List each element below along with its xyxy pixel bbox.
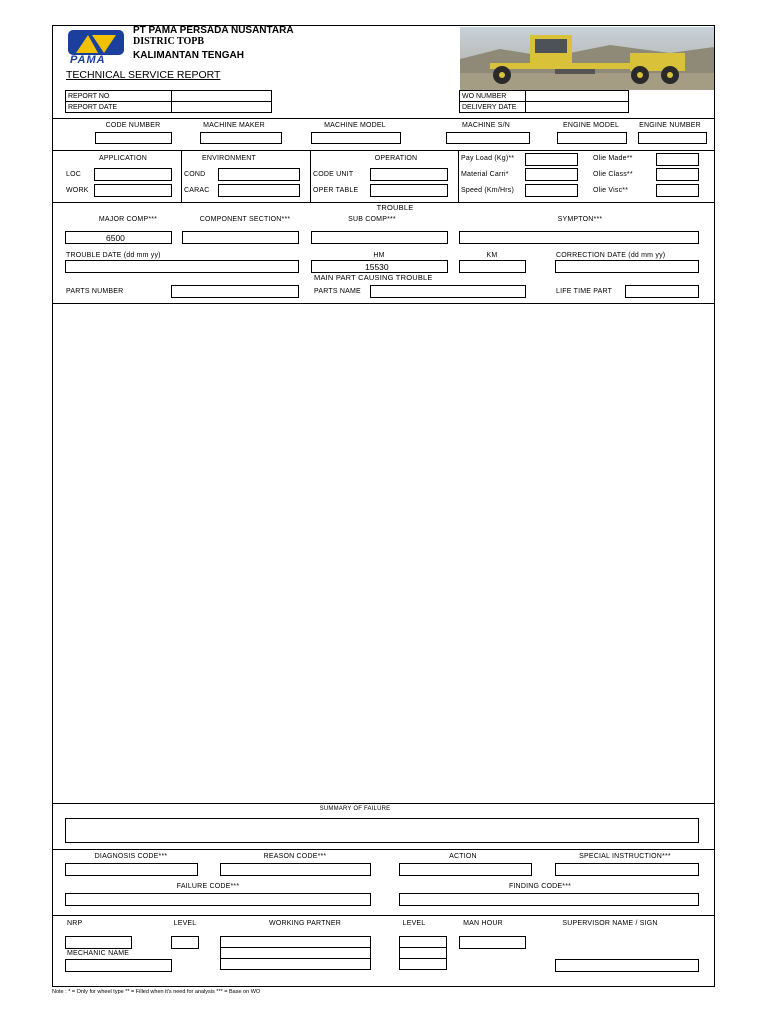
machine-maker-field[interactable] xyxy=(200,132,282,144)
report-date-label: REPORT DATE xyxy=(65,101,172,113)
major-comp-field[interactable] xyxy=(65,231,172,244)
delivery-date-label: DELIVERY DATE xyxy=(459,101,526,113)
code-number-label: CODE NUMBER xyxy=(105,122,161,129)
parts-number-label: PARTS NUMBER xyxy=(66,288,124,295)
machine-maker-label: MACHINE MAKER xyxy=(203,122,265,129)
level-field-2c[interactable] xyxy=(399,958,447,970)
trouble-date-label: TROUBLE DATE (dd mm yy) xyxy=(66,252,161,259)
supervisor-field[interactable] xyxy=(555,959,699,972)
loc-field[interactable] xyxy=(94,168,172,181)
divider xyxy=(52,803,715,804)
cond-label: COND xyxy=(184,171,206,178)
component-section-field[interactable] xyxy=(182,231,299,244)
engine-number-label: ENGINE NUMBER xyxy=(639,122,701,129)
reason-code-label: REASON CODE*** xyxy=(263,853,327,860)
carac-label: CARAC xyxy=(184,187,210,194)
man-hour-label: MAN HOUR xyxy=(463,920,503,927)
olie-made-field[interactable] xyxy=(656,153,699,166)
description-area[interactable] xyxy=(53,304,714,802)
level-label: LEVEL xyxy=(173,920,197,927)
summary-field[interactable] xyxy=(65,818,699,843)
oper-table-label: OPER TABLE xyxy=(313,187,359,194)
carac-field[interactable] xyxy=(218,184,300,197)
major-comp-label: MAJOR COMP*** xyxy=(98,216,158,223)
sympton-field[interactable] xyxy=(459,231,699,244)
special-instruction-field[interactable] xyxy=(555,863,699,876)
column-divider xyxy=(310,150,311,202)
supervisor-label: SUPERVISOR NAME / SIGN xyxy=(562,920,658,927)
machine-model-label: MACHINE MODEL xyxy=(324,122,386,129)
olie-made-label: Olie Made** xyxy=(593,155,633,162)
code-unit-label: CODE UNIT xyxy=(313,171,354,178)
parts-name-field[interactable] xyxy=(370,285,526,298)
parts-name-label: PARTS NAME xyxy=(314,288,361,295)
failure-code-field[interactable] xyxy=(65,893,371,906)
environment-label: ENVIRONMENT xyxy=(202,155,256,162)
finding-code-field[interactable] xyxy=(399,893,699,906)
company-district: DISTRIC TOPB xyxy=(133,36,205,47)
working-partner-label: WORKING PARTNER xyxy=(269,920,341,927)
logo-text: PAMA xyxy=(70,54,106,66)
sympton-label: SYMPTON*** xyxy=(557,216,603,223)
man-hour-field[interactable] xyxy=(459,936,526,949)
machine-sn-label: MACHINE S/N xyxy=(461,122,511,129)
trouble-title: TROUBLE xyxy=(376,203,414,212)
machine-model-field[interactable] xyxy=(311,132,401,144)
reason-code-field[interactable] xyxy=(220,863,371,876)
level-field[interactable] xyxy=(171,936,199,949)
code-unit-field[interactable] xyxy=(370,168,448,181)
km-field[interactable] xyxy=(459,260,526,273)
wo-number-label: WO NUMBER xyxy=(459,90,526,102)
component-section-label: COMPONENT SECTION*** xyxy=(199,216,291,223)
olie-visc-label: Olie Visc** xyxy=(593,187,629,194)
divider xyxy=(52,118,715,119)
main-part-label: MAIN PART CAUSING TROUBLE xyxy=(314,273,433,282)
sub-comp-label: SUB COMP*** xyxy=(348,216,396,223)
hm-field[interactable] xyxy=(311,260,448,273)
diagnosis-code-label: DIAGNOSIS CODE*** xyxy=(94,853,168,860)
engine-number-field[interactable] xyxy=(638,132,707,144)
working-partner-field-3[interactable] xyxy=(220,958,371,970)
major-comp-value: 6500 xyxy=(106,233,125,243)
correction-date-label: CORRECTION DATE (dd mm yy) xyxy=(556,252,666,259)
engine-model-label: ENGINE MODEL xyxy=(562,122,620,129)
mechanic-name-label: MECHANIC NAME xyxy=(67,950,130,957)
km-label: KM xyxy=(486,252,498,259)
loc-label: LOC xyxy=(66,171,81,178)
company-region: KALIMANTAN TENGAH xyxy=(133,50,244,61)
nrp-label: NRP xyxy=(67,920,83,927)
operation-label: OPERATION xyxy=(374,155,418,162)
olie-visc-field[interactable] xyxy=(656,184,699,197)
pay-load-field[interactable] xyxy=(525,153,578,166)
life-time-part-field[interactable] xyxy=(625,285,699,298)
failure-code-label: FAILURE CODE*** xyxy=(176,883,240,890)
mechanic-name-field[interactable] xyxy=(65,959,172,972)
parts-number-field[interactable] xyxy=(171,285,299,298)
action-field[interactable] xyxy=(399,863,532,876)
summary-title: SUMMARY OF FAILURE xyxy=(319,806,391,812)
correction-date-field[interactable] xyxy=(555,260,699,273)
application-label: APPLICATION xyxy=(99,155,147,162)
hm-value: 15530 xyxy=(365,262,389,272)
work-label: WORK xyxy=(66,187,89,194)
cond-field[interactable] xyxy=(218,168,300,181)
pay-load-label: Pay Load (Kg)** xyxy=(461,155,515,162)
finding-code-label: FINDING CODE*** xyxy=(508,883,572,890)
diagnosis-code-field[interactable] xyxy=(65,863,198,876)
machine-sn-field[interactable] xyxy=(446,132,530,144)
trouble-date-field[interactable] xyxy=(65,260,299,273)
hm-label: HM xyxy=(373,252,385,259)
material-carri-label: Material Carri* xyxy=(461,171,509,178)
olie-class-label: Olie Class** xyxy=(593,171,633,178)
column-divider xyxy=(458,150,459,202)
life-time-part-label: LIFE TIME PART xyxy=(556,288,613,295)
special-instruction-label: SPECIAL INSTRUCTION*** xyxy=(579,853,671,860)
report-no-label: REPORT NO xyxy=(65,90,172,102)
work-field[interactable] xyxy=(94,184,172,197)
material-carri-field[interactable] xyxy=(525,168,578,181)
speed-label: Speed (Km/Hrs) xyxy=(461,187,514,194)
report-title: TECHNICAL SERVICE REPORT xyxy=(66,69,221,81)
code-number-field[interactable] xyxy=(95,132,172,144)
sub-comp-field[interactable] xyxy=(311,231,448,244)
company-name: PT PAMA PERSADA NUSANTARA xyxy=(133,25,294,36)
divider xyxy=(52,915,715,916)
column-divider xyxy=(181,150,182,202)
olie-class-field[interactable] xyxy=(656,168,699,181)
pama-logo xyxy=(66,29,126,67)
delivery-date-field[interactable] xyxy=(525,101,629,113)
divider xyxy=(52,150,715,151)
action-label: ACTION xyxy=(449,853,477,860)
nrp-field[interactable] xyxy=(65,936,132,949)
report-date-field[interactable] xyxy=(171,101,272,113)
engine-model-field[interactable] xyxy=(557,132,627,144)
footnote: Note : * = Only for wheel type ** = Filled when it's need for analysis *** = Base on WO xyxy=(52,989,261,995)
level-label-2: LEVEL xyxy=(402,920,426,927)
speed-field[interactable] xyxy=(525,184,578,197)
divider xyxy=(52,849,715,850)
motor-grader-photo xyxy=(460,27,714,90)
oper-table-field[interactable] xyxy=(370,184,448,197)
